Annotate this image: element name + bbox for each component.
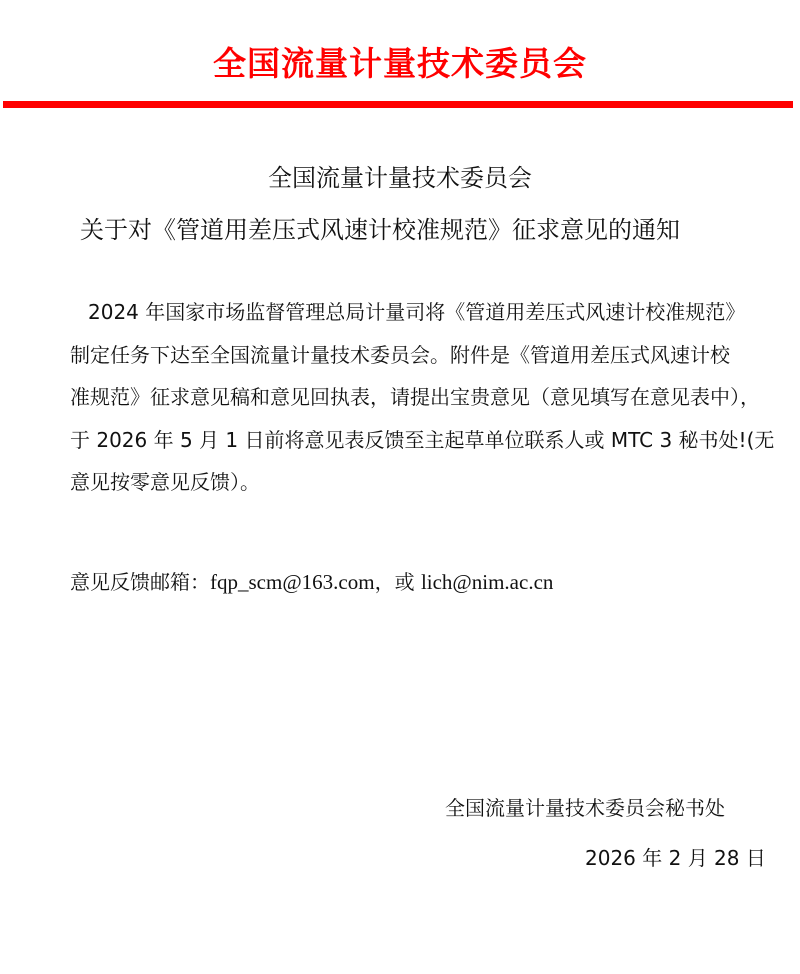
body-line: 意见按零意见反馈）。: [70, 470, 260, 494]
masthead-title: 全国流量计量技术委员会: [213, 44, 587, 83]
red-divider-rule: [3, 101, 793, 108]
feedback-email-line: [70, 566, 553, 595]
email-separator: ，或: [374, 570, 421, 594]
document-subject-title: 关于对《管道用差压式风速计校准规范》征求意见的通知: [80, 216, 680, 244]
body-line: 于 2026 年 5 月 1 日前将意见表反馈至主起草单位联系人或 MTC 3 秘书处!(无: [70, 427, 775, 452]
body-line: 2024 年国家市场监督管理总局计量司将《管道用差压式风速计校准规范》: [88, 300, 746, 324]
body-paragraph: [70, 291, 775, 504]
body-line: 制定任务下达至全国流量计量技术委员会。附件是《管道用差压式风速计校: [70, 342, 730, 367]
body-line: 准规范》征求意见稿和意见回执表，请提出宝贵意见（意见填写在意见表中），: [70, 385, 760, 409]
signature-date: 2026 年 2 月 28 日: [585, 846, 766, 870]
signature-organization: 全国流量计量技术委员会秘书处: [445, 796, 725, 820]
email-link-secondary[interactable]: lich@nim.ac.cn: [420, 570, 554, 594]
document-issuer-title: 全国流量计量技术委员会: [268, 164, 532, 192]
email-label: 意见反馈邮箱：: [70, 570, 210, 594]
email-link-primary[interactable]: fqp_scm@163.com: [210, 570, 375, 594]
